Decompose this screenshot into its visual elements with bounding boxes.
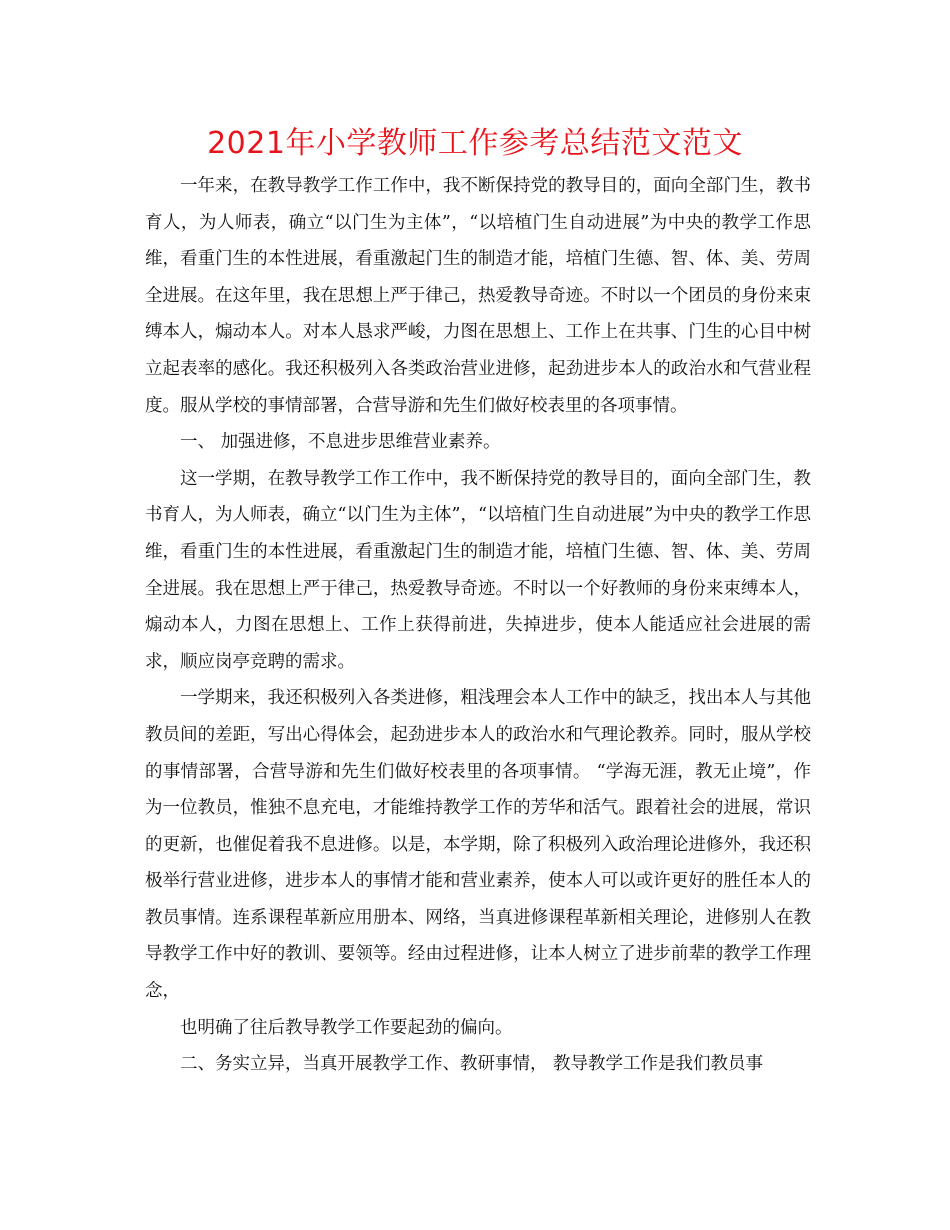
paragraph-direction: 也明确了往后教导教学工作要起劲的偏向。	[180, 1017, 513, 1038]
document-body	[145, 168, 811, 1083]
paragraph-intro: 一年来，在教导教学工作工作中，我不断保持党的教导目的，面向全部门生，教书育人，为人师表，确立“以门生为主体”，“以培植门生自动进展”为中央的教学工作思维，看重门生的本性进展，看重激起门生的制造才能，培植门生德、智、体、美、劳周全进展。在这年里，我在思想上严于律己，热爱教导奇迹。不时以一个团员的身份来束缚本人，煽动本人。对本人恳求严峻，力图在思想上、工作上在共事、门生的心目中树立起表率的感化。我还积极列入各类政治营业进修，起劲进步本人的政治水和气营业程度。服从学校的事情部署，合营导游和先生们做好校表里的各项事情。	[145, 176, 811, 416]
paragraph-semester: 这一学期，在教导教学工作工作中，我不断保持党的教导目的，面向全部门生，教书育人，为人师表，确立“以门生为主体”，“以培植门生自动进展”为中央的教学工作思维，看重门生的本性进展，看重激起门生的制造才能，培植门生德、智、体、美、劳周全进展。我在思想上严于律己，热爱教导奇迹。不时以一个好教师的身份来束缚本人，煽动本人，力图在思想上、工作上获得前进，失掉进步，使本人能适应社会进展的需求，顺应岗亭竞聘的需求。	[145, 468, 811, 672]
section-heading-2: 二、务实立异，当真开展教学工作、教研事情， 教导教学工作是我们教员事	[180, 1054, 764, 1075]
document-title: 2021年小学教师工作参考总结范文范文	[207, 126, 743, 161]
paragraph-study: 一学期来，我还积极列入各类进修，粗浅理会本人工作中的缺乏，找出本人与其他教员间的差距，写出心得体会，起劲进步本人的政治水和气理论教养。同时，服从学校的事情部署，合营导游和先生们做好校表里的各项事情。 “学海无涯，教无止境”，作为一位教员，惟独不息充电，才能维持教学工作的芳华和活气。跟着社会的进展，常识的更新，也催促着我不息进修。以是，本学期，除了积极列入政治理论进修外，我还积极举行营业进修，进步本人的事情才能和营业素养，使本人可以或许更好的胜任本人的教员事情。连系课程革新应用册本、网络，当真进修课程革新相关理论，进修别人在教导教学工作中好的教训、要领等。经由过程进修，让本人树立了进步前辈的教学工作理念，	[145, 688, 811, 1002]
section-heading-1: 一、 加强进修，不息进步思维营业素养。	[180, 432, 501, 453]
